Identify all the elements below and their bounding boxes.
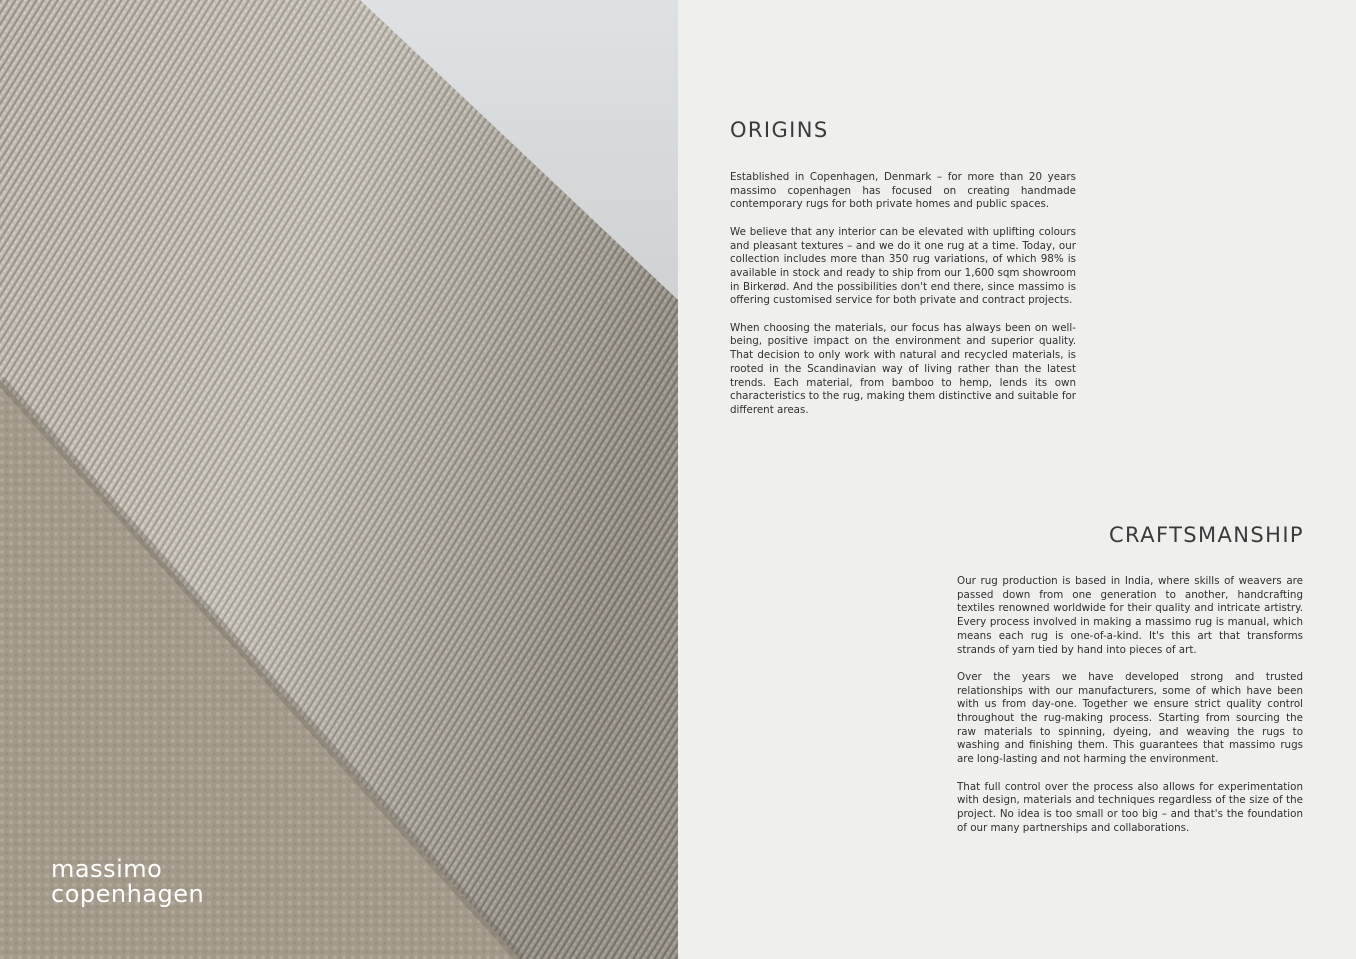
brand-logo-line2: copenhagen xyxy=(51,880,205,908)
origins-body xyxy=(730,171,1076,431)
craftsmanship-paragraph: That full control over the process also allows for experimentation with design, materials and techniques regardless of the size of the project. No idea is too small or too big – and that's the foundation of our many partnerships and collaborations. xyxy=(957,780,1303,834)
brand-logo xyxy=(51,857,204,907)
craftsmanship-body xyxy=(957,575,1303,849)
brand-logo-line1: massimo xyxy=(51,855,163,883)
origins-heading: ORIGINS xyxy=(730,118,829,142)
text-page xyxy=(678,0,1356,959)
craftsmanship-paragraph: Our rug production is based in India, where skills of weavers are passed down from one generation to another, handcrafting textiles renowned worldwide for their quality and intricate artistry. Every process involved in making a massimo rug is manual, which means each rug is one-of-a-kind. It's this art that transforms strands of yarn tied by hand into pieces of art. xyxy=(957,575,1303,656)
origins-paragraph: When choosing the materials, our focus has always been on well-being, positive impact on the environment and superior quality. That decision to only work with natural and recycled materials, is rooted in the Scandinavian way of living rather than the latest trends. Each material, from bamboo to hemp, lends its own characteristics to the rug, making them distinctive and suitable for different areas. xyxy=(730,321,1076,416)
origins-paragraph: Established in Copenhagen, Denmark – for more than 20 years massimo copenhagen has focused on creating handmade contemporary rugs for both private homes and public spaces. xyxy=(730,171,1076,211)
craftsmanship-heading: CRAFTSMANSHIP xyxy=(1108,523,1304,547)
craftsmanship-paragraph: Over the years we have developed strong and trusted relationships with our manufacturers, some of which have been with us from day-one. Together we ensure strict quality control throughout the rug-making process. Starting from sourcing the raw materials to spinning, dyeing, and weaving the rugs to washing and finishing them. This guarantees that massimo rugs are long-lasting and not harming the environment. xyxy=(957,670,1303,766)
origins-paragraph: We believe that any interior can be elevated with uplifting colours and pleasant textures – and we do it one rug at a time. Today, our collection includes more than 350 rug variations, of which 98% is available in stock and ready to ship from our 1,600 sqm showroom in Birkerød. And the possibilities don't end there, since massimo is offering customised service for both private and contract projects. xyxy=(730,225,1076,307)
